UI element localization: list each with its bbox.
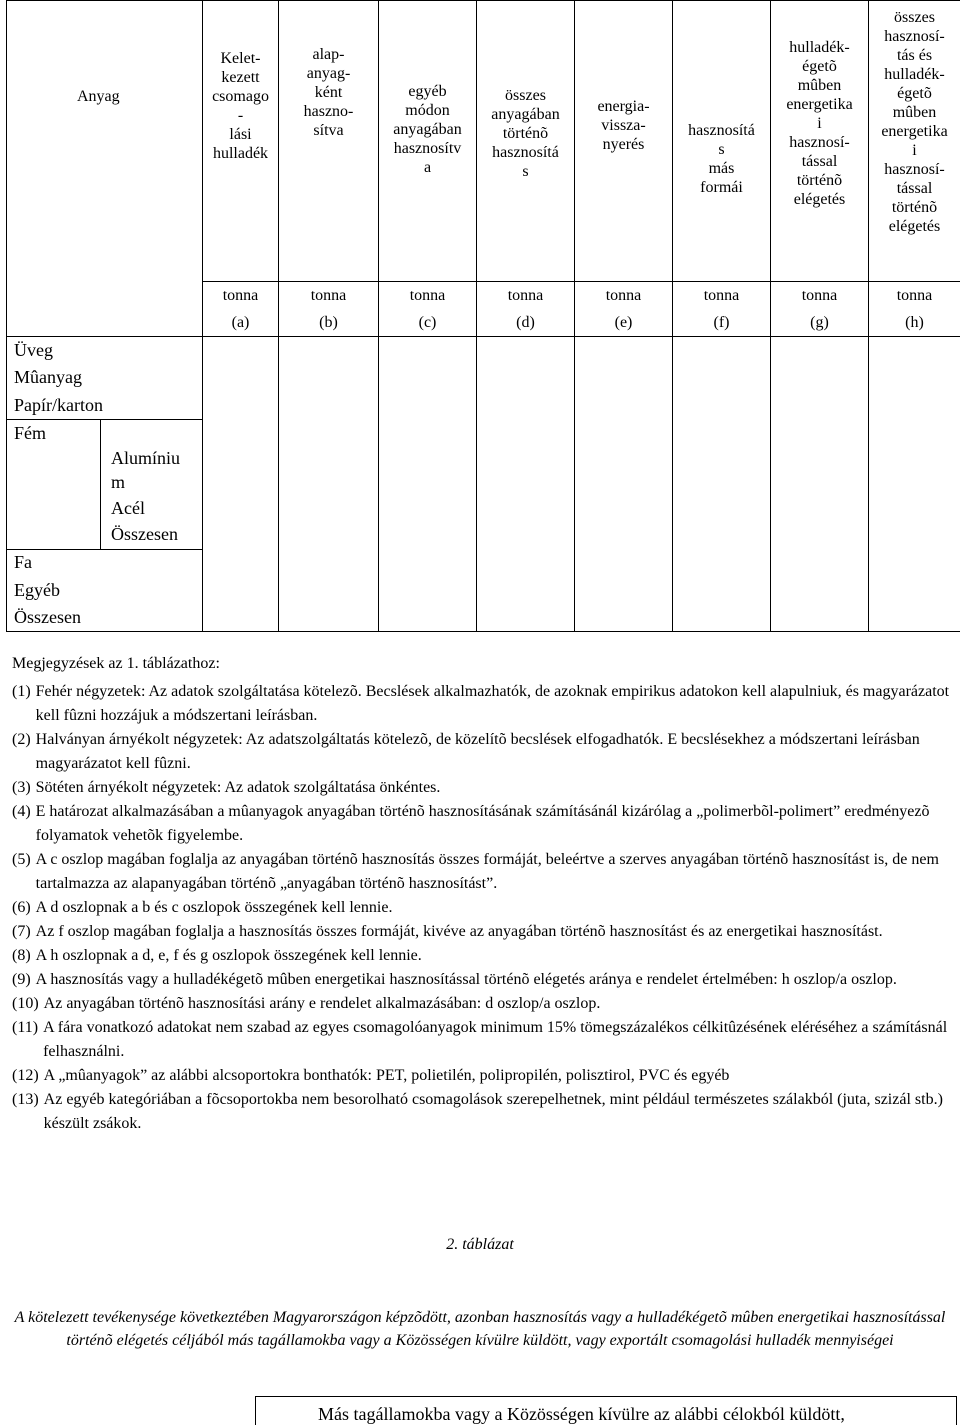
material-egyeb: Egyéb: [14, 580, 60, 600]
code-e: (e): [575, 309, 673, 337]
notes-title: Megjegyzések az 1. táblázathoz:: [12, 655, 220, 672]
note-number: (1): [12, 683, 31, 700]
note-item: [12, 728, 952, 776]
unit-f: tonna: [673, 282, 771, 310]
note-item: [12, 992, 952, 1016]
col-header-c: egyéb módon anyagában hasznosítv a: [379, 1, 477, 282]
unit-c: tonna: [379, 282, 477, 310]
note-text: Halványan árnyékolt négyzetek: Az adatszolgáltatás kötelezõ, de közelítõ becslések elfogadhatók. E becslésekhez a módszertani leírásban magyarázatot kell fûzni.: [35, 731, 920, 772]
note-item: [12, 1088, 952, 1136]
table-2-caption: 2. táblázat: [446, 1236, 514, 1253]
note-number: (2): [12, 731, 31, 748]
anyag-header: Anyag: [7, 1, 203, 282]
table-2-header-box: [255, 1396, 957, 1425]
note-text: A d oszlopnak a b és c oszlopok összegének kell lennie.: [35, 899, 393, 916]
code-c: (c): [379, 309, 477, 337]
unit-b: tonna: [279, 282, 379, 310]
material-labels: [6, 334, 202, 630]
col-header-e: energia- vissza- nyerés: [575, 1, 673, 282]
note-number: (10): [12, 995, 39, 1012]
data-cell: [869, 337, 960, 632]
note-text: A h oszlopnak a d, e, f és g oszlopok összegének kell lennie.: [35, 947, 422, 964]
note-number: (8): [12, 947, 31, 964]
col-header-d: összes anyagában történõ hasznosítá s: [477, 1, 575, 282]
note-text: A c oszlop magában foglalja az anyagában történõ hasznosítás összes formáját, beleértve a szerves anyagában történõ hasznosítást is, de nem tartalmazza az alapanyagában történõ „anyagában történõ hasznosítást”.: [35, 851, 939, 892]
blank-cell: [7, 282, 203, 310]
code-d: (d): [477, 309, 575, 337]
note-item: [12, 680, 952, 728]
unit-g: tonna: [771, 282, 869, 310]
code-g: (g): [771, 309, 869, 337]
note-text: A hasznosítás vagy a hulladékégetõ mûben energetikai hasznosítással történõ elégetés aránya e rendelet értelmében: h oszlop/a oszlop.: [35, 971, 897, 988]
note-text: A „mûanyagok” az alábbi alcsoportokra bonthatók: PET, polietilén, polipropilén, polisztirol, PVC és egyéb: [43, 1067, 730, 1084]
blank-cell: [7, 309, 203, 337]
note-text: Sötéten árnyékolt négyzetek: Az adatok szolgáltatása önkéntes.: [35, 779, 441, 796]
note-number: (13): [12, 1091, 39, 1108]
material-muanyag: Mûanyag: [14, 367, 82, 387]
note-text: Az egyéb kategóriában a fõcsoportokba nem besorolható csomagolások szerepelhetnek, mint például természetes szálakból (juta, szizál stb.) készült zsákok.: [43, 1091, 943, 1132]
table-2-box-header: Más tagállamokba vagy a Közösségen kívülre az alábbi célokból küldött,: [318, 1404, 845, 1424]
col-header-a: Kelet- kezett csomago - lási hulladék: [203, 1, 279, 282]
note-text: Az f oszlop magában foglalja a hasznosítás összes formáját, kivéve az anyagában történõ hasznosítást és az energetikai hasznosítást.: [35, 923, 883, 940]
note-item: [12, 896, 952, 920]
notes-list: [12, 680, 952, 1136]
notes-section: [12, 652, 952, 1136]
note-number: (4): [12, 803, 31, 820]
col-header-g: hulladék- égetõ mûben energetika i hasznosí- tással történõ elégetés: [771, 1, 869, 282]
note-item: [12, 800, 952, 848]
note-item: [12, 920, 952, 944]
col-header-b: alap- anyag- ként haszno- sítva: [279, 1, 379, 282]
material-divider-bottom: [6, 549, 202, 550]
note-number: (6): [12, 899, 31, 916]
data-cell: [279, 337, 379, 632]
material-aluminium: Alumíniu m: [111, 448, 181, 492]
note-item: [12, 968, 952, 992]
data-cell: [575, 337, 673, 632]
unit-a: tonna: [203, 282, 279, 310]
unit-e: tonna: [575, 282, 673, 310]
note-item: [12, 1064, 952, 1088]
material-osszesen: Összesen: [14, 607, 81, 627]
note-number: (3): [12, 779, 31, 796]
material-fem-osszesen: Összesen: [111, 524, 178, 544]
material-divider-top: [6, 419, 202, 420]
note-number: (11): [12, 1019, 39, 1036]
data-cell: [673, 337, 771, 632]
note-number: (5): [12, 851, 31, 868]
note-text: Fehér négyzetek: Az adatok szolgáltatása kötelezõ. Becslések alkalmazhatók, de azoknak empirikus adatokon kell alapulniuk, és magyarázatot kell fûzni hozzájuk a módszertani leírásban.: [35, 683, 950, 724]
code-b: (b): [279, 309, 379, 337]
col-header-h: összes hasznosí- tás és hulladék- égetõ mûben energetika i hasznosí- tással történõ elégetés: [869, 1, 960, 282]
table-2-subtitle: A kötelezett tevékenysége következtében Magyarországon képzõdött, azonban hasznosítás vagy a hulladékégetõ mûben energetikai hasznosítással történõ elégetés céljából más tagállamokba vagy a Közösségen kívülre küldött, vagy exportált csomagolási hulladék mennyiségei: [14, 1309, 946, 1349]
note-text: E határozat alkalmazásában a mûanyagok anyagában történõ hasznosításának számításánál kizárólag a „polimerbõl-polimert” eredményezõ folyamatok vehetõk figyelembe.: [35, 803, 930, 844]
material-fa: Fa: [14, 552, 32, 572]
material-uveg: Üveg: [14, 340, 53, 360]
data-cell: [379, 337, 477, 632]
note-number: (7): [12, 923, 31, 940]
note-text: Az anyagában történõ hasznosítási arány e rendelet alkalmazásában: d oszlop/a oszlop.: [43, 995, 601, 1012]
code-h: (h): [869, 309, 960, 337]
material-papir: Papír/karton: [14, 395, 103, 415]
data-cell: [203, 337, 279, 632]
note-item: [12, 944, 952, 968]
material-fem: Fém: [14, 423, 47, 443]
unit-h: tonna: [869, 282, 960, 310]
note-item: [12, 1016, 952, 1064]
unit-d: tonna: [477, 282, 575, 310]
note-text: A fára vonatkozó adatokat nem szabad az egyes csomagolóanyagok minimum 15% tömegszázalékos célkitûzésének eléréséhez a számításnál felhasználni.: [43, 1019, 948, 1060]
data-cell: [477, 337, 575, 632]
note-item: [12, 848, 952, 896]
data-cell: [771, 337, 869, 632]
note-number: (12): [12, 1067, 39, 1084]
code-f: (f): [673, 309, 771, 337]
note-item: [12, 776, 952, 800]
material-acel: Acél: [111, 498, 145, 518]
material-divider-fem: [100, 419, 101, 549]
note-number: (9): [12, 971, 31, 988]
code-a: (a): [203, 309, 279, 337]
col-header-f: hasznosítá s más formái: [673, 1, 771, 282]
